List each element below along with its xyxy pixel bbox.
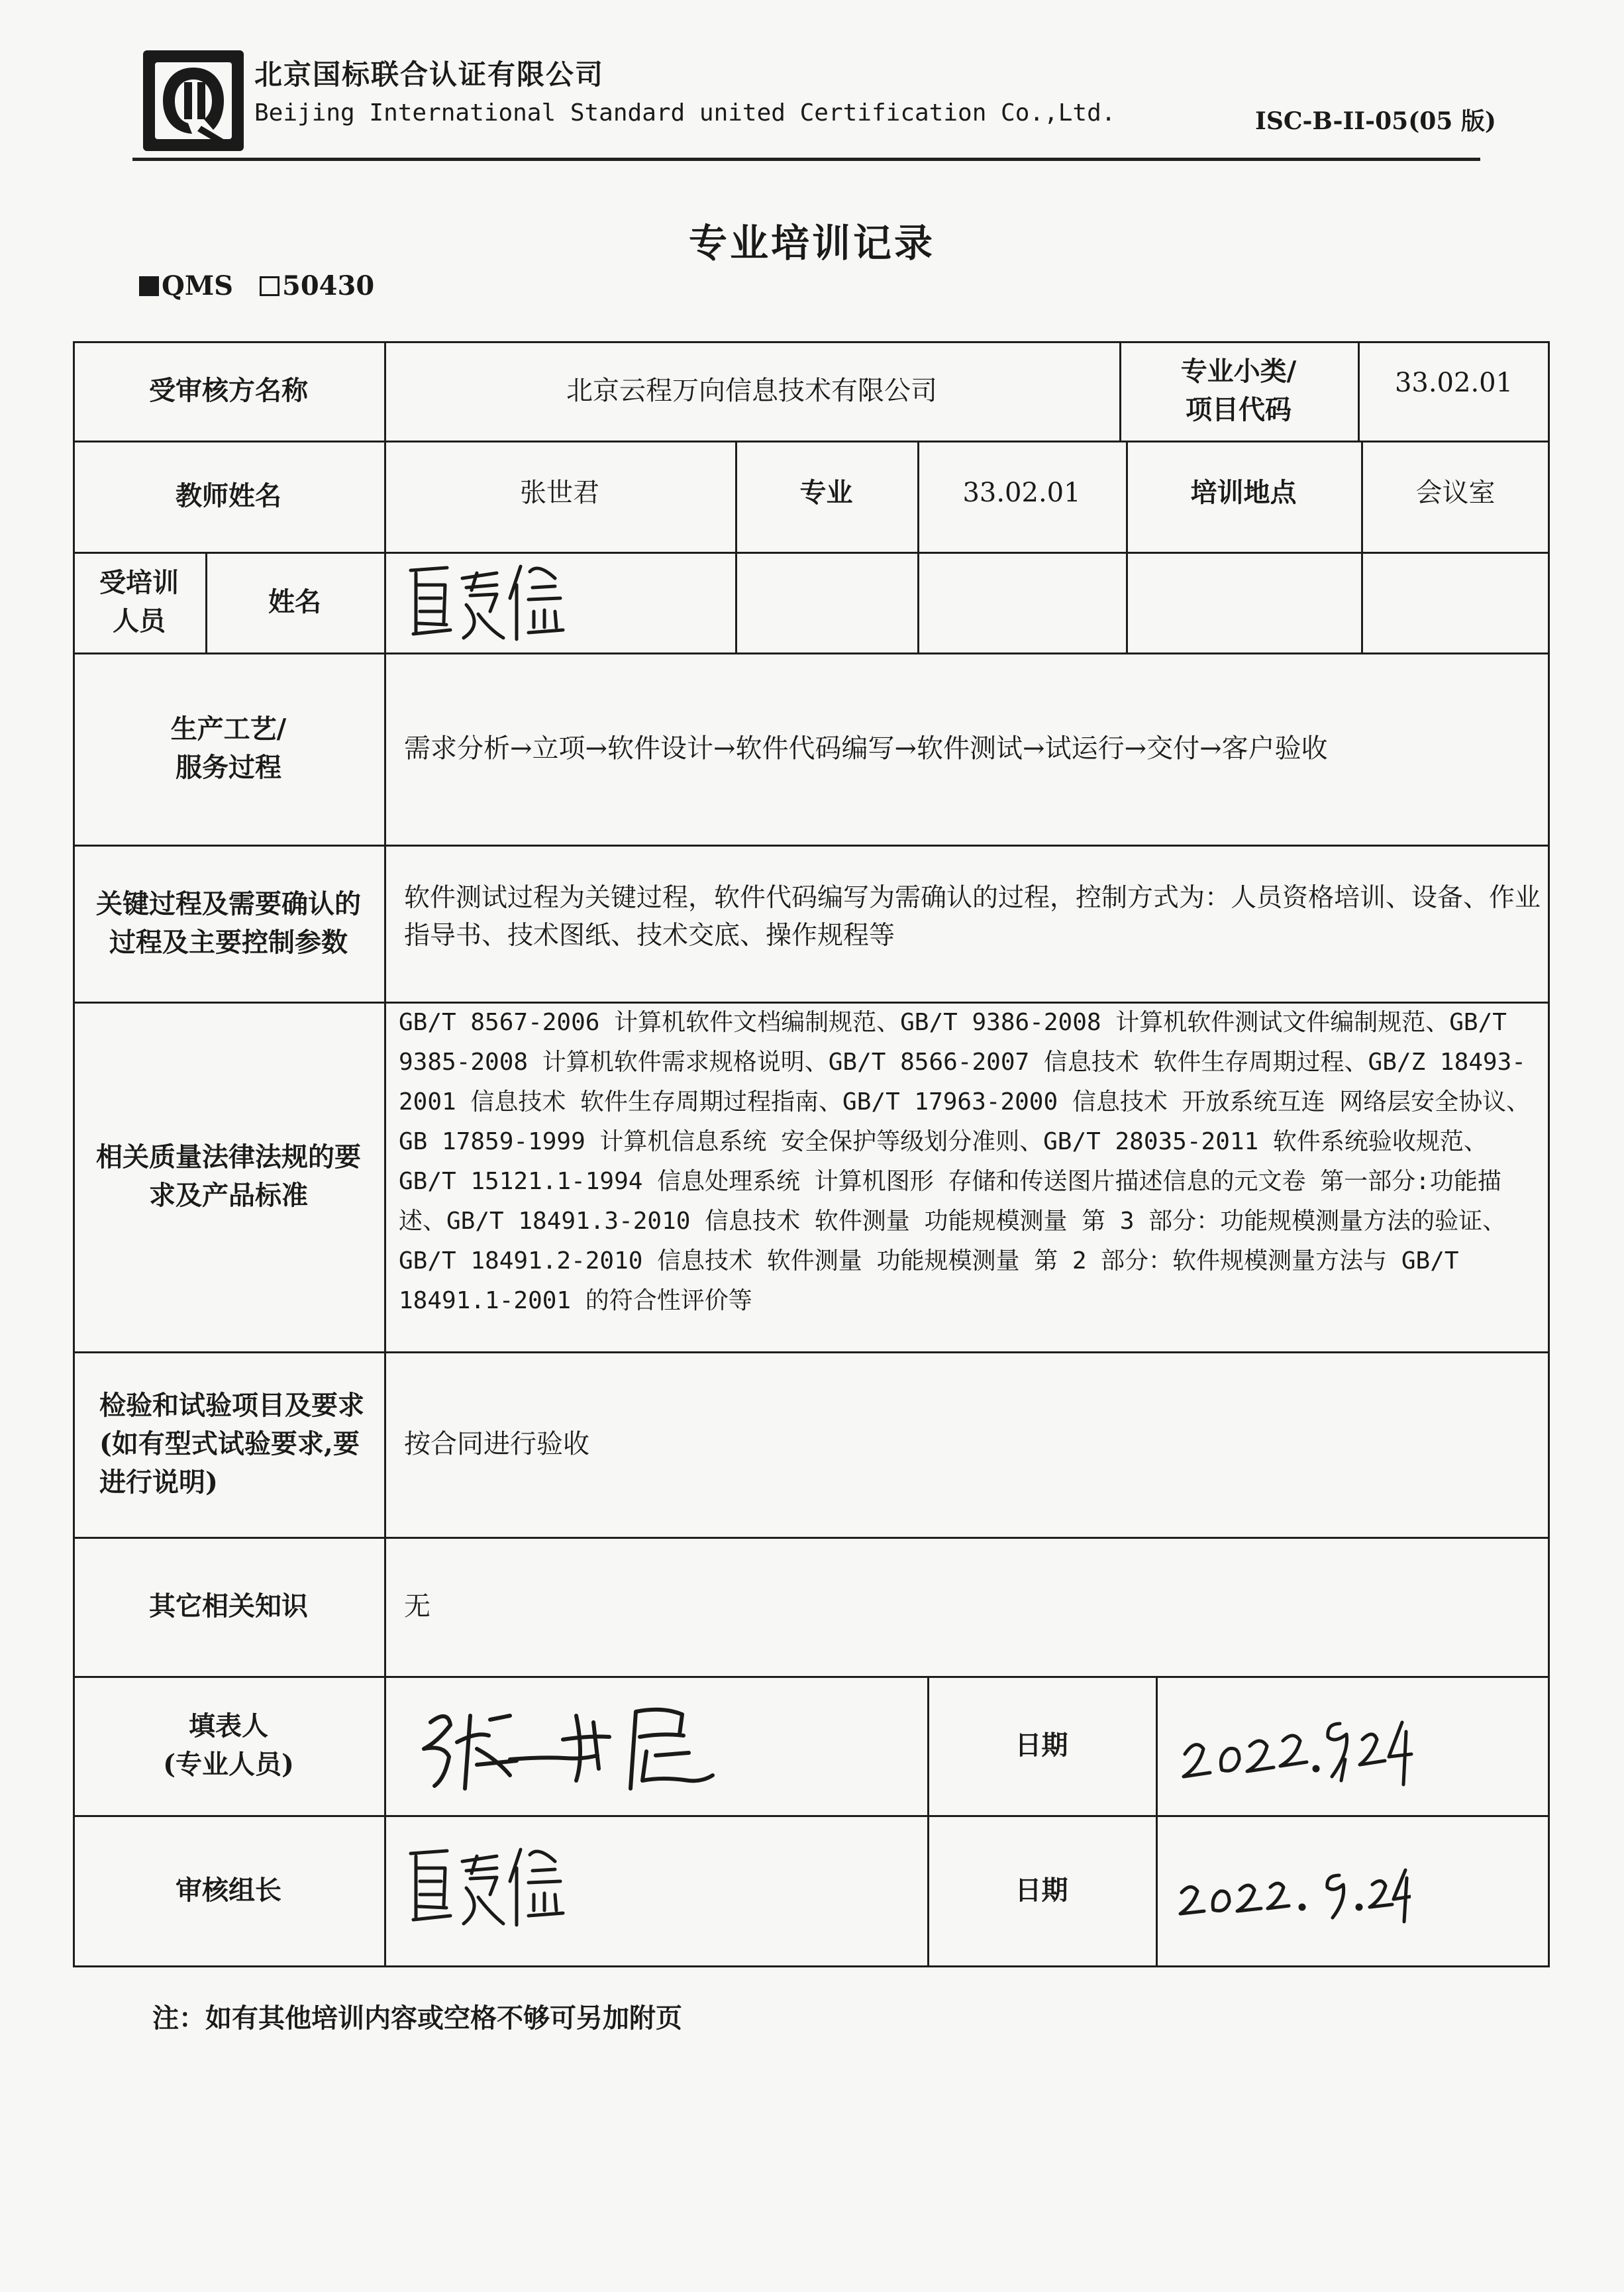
other-knowledge-value: 无	[404, 1591, 431, 1622]
auditee-label: 受审核方名称	[149, 375, 308, 406]
50430-label: 50430	[282, 270, 375, 301]
trainee-label: 受培训 人员	[99, 567, 179, 637]
process-value: 需求分析→立项→软件设计→软件代码编写→软件测试→试运行→交付→客户验收	[404, 733, 1328, 764]
leader-signature	[397, 1842, 570, 1934]
location-value: 会议室	[1415, 478, 1496, 508]
trainee-signature-cell	[384, 552, 735, 652]
training-record-table	[73, 341, 1550, 1967]
filler-signature	[411, 1696, 722, 1802]
inspection-label: 检验和试验项目及要求 (如有型式试验要求,要 进行说明)	[99, 1390, 364, 1498]
key-process-label: 关键过程及需要确认的 过程及主要控制参数	[96, 888, 361, 958]
inspection-value: 按合同进行验收	[404, 1429, 589, 1459]
filler-signature-cell	[384, 1676, 927, 1815]
key-process-value: 软件测试过程为关键过程，软件代码编写为需确认的过程，控制方式为：人员资格培训、设备、作业指导书、技术图纸、技术交底、操作规程等	[404, 883, 1541, 951]
leader-date-label: 日期	[1015, 1874, 1068, 1906]
trainee-name-label: 姓名	[268, 586, 321, 617]
header-divider	[132, 158, 1480, 161]
trainee-signature	[397, 558, 570, 645]
company-name-en: Beijing International Standard united Certification Co.,Ltd.	[254, 99, 1116, 127]
leader-date	[1172, 1851, 1411, 1931]
location-label: 培训地点	[1190, 477, 1297, 508]
filler-label: 填表人 (专业人员)	[163, 1710, 294, 1780]
leader-date-cell	[1156, 1815, 1550, 1965]
filler-date-cell	[1156, 1676, 1550, 1815]
qms-label: QMS	[162, 270, 234, 301]
standards-label: 相关质量法律法规的要 求及产品标准	[96, 1141, 361, 1211]
teacher-label: 教师姓名	[176, 480, 281, 511]
major-label: 专业	[799, 477, 853, 508]
major-value: 33.02.01	[962, 478, 1081, 508]
process-label: 生产工艺/ 服务过程	[170, 713, 287, 783]
teacher-value: 张世君	[520, 478, 599, 508]
standards-value: GB/T 8567-2006 计算机软件文档编制规范、GB/T 9386-2008 计算机软件测试文件编制规范、GB/T 9385-2008 计算机软件需求规格说明、GB/T 8566-2007 信息技术 软件生存周期过程、GB/Z 18493-2001 信息技术 软件生存周期过程指南、GB/T 17963-2000 信息技术 开放系统互连 网络层安全协议、GB 17859-1999 计算机信息系统 安全保护等级划分准则、GB/T 28035-2011 软件系统验收规范、GB/T 15121.1-1994 信息处理系统 计算机图形 存储和传送图片描述信息的元文卷 第一部分:功能描述、GB/T 18491.3-2010 信息技术 软件测量 功能规模测量 第 3 部分：功能规模测量方法的验证、GB/T 18491.2-2010 信息技术 软件测量 功能规模测量 第 2 部分：软件规模测量方法与 GB/T 18491.1-2001 的符合性评价等	[399, 1009, 1531, 1314]
50430-checkbox[interactable]	[260, 276, 279, 296]
qms-checkbox[interactable]	[139, 276, 159, 296]
document-code: ISC-B-II-05(05 版)	[1255, 107, 1496, 135]
project-code-value: 33.02.01	[1394, 368, 1513, 398]
company-logo	[140, 48, 246, 154]
project-code-label: 专业小类/ 项目代码	[1180, 356, 1297, 425]
other-knowledge-label: 其它相关知识	[149, 1590, 308, 1622]
footnote: 注：如有其他培训内容或空格不够可另加附页	[152, 2003, 682, 2034]
auditee-value: 北京云程万向信息技术有限公司	[566, 376, 937, 406]
document-title: 专业培训记录	[688, 221, 935, 266]
filler-date-label: 日期	[1015, 1730, 1068, 1761]
category-checkboxes	[139, 270, 374, 301]
leader-label: 审核组长	[176, 1874, 281, 1906]
company-name-cn: 北京国标联合认证有限公司	[254, 58, 605, 91]
filler-date	[1176, 1702, 1414, 1789]
leader-signature-cell	[384, 1815, 927, 1965]
